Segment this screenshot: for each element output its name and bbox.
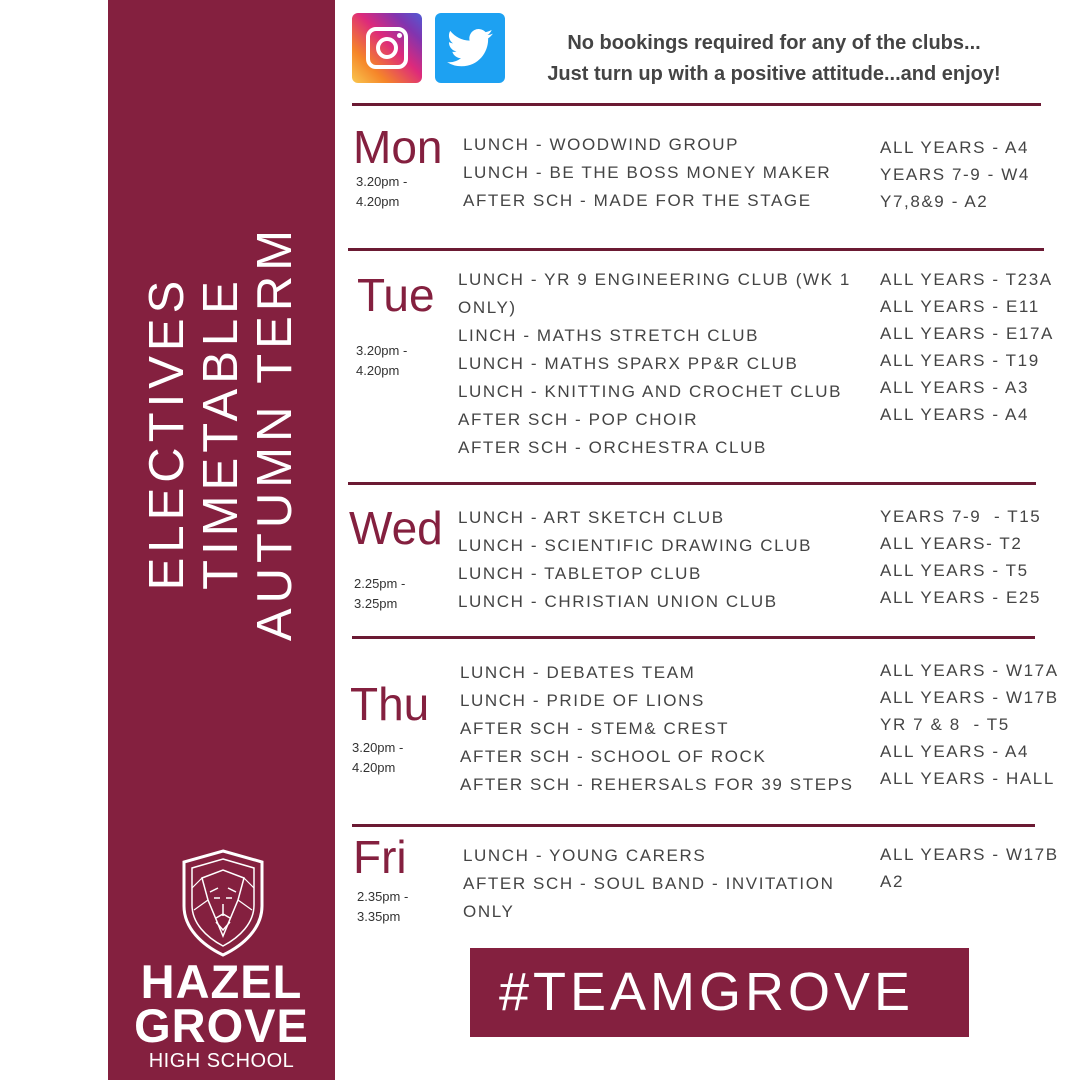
brand-name-hazel: HAZEL: [140, 955, 303, 1008]
room-item: ALL YEARS - E11: [880, 297, 1040, 316]
brand-name-high-school: HIGH SCHOOL: [148, 1050, 295, 1072]
title-line-timetable: TIMETABLE: [194, 276, 248, 590]
day-label-fri: Fri: [353, 831, 407, 883]
room-item: ALL YEARS - T19: [880, 351, 1040, 370]
room-list-thu: [880, 657, 1059, 792]
day-time-wed: 2.25pm - 3.25pm: [354, 576, 406, 611]
activity-item: AFTER SCH - REHERSALS FOR 39 STEPS: [460, 775, 854, 794]
activity-list-tue: [458, 266, 863, 462]
day-label-thu: Thu: [350, 678, 430, 730]
twitter-icon[interactable]: [435, 13, 505, 83]
notice-line-2: Just turn up with a positive attitude...and enjoy!: [547, 63, 1001, 85]
room-item: ALL YEARS - HALL: [880, 769, 1055, 788]
room-list-wed: [880, 503, 1041, 611]
day-time-thu: 3.20pm - 4.20pm: [352, 740, 404, 775]
room-item: YR 7 & 8 - T5: [880, 715, 1010, 734]
activity-item: LUNCH - BE THE BOSS MONEY MAKER: [463, 163, 832, 182]
room-item: ALL YEARS - A4: [880, 405, 1030, 424]
room-item: ALL YEARS - A3: [880, 378, 1030, 397]
divider: [352, 636, 1035, 639]
lion-crest-logo: [178, 848, 268, 958]
activity-item: LUNCH - CHRISTIAN UNION CLUB: [458, 592, 778, 611]
activity-item: LUNCH - SCIENTIFIC DRAWING CLUB: [458, 536, 813, 555]
activity-item: LUNCH - WOODWIND GROUP: [463, 135, 740, 154]
day-label-mon: Mon: [353, 121, 443, 173]
activity-item: LUNCH - ART SKETCH CLUB: [458, 508, 725, 527]
room-item: ALL YEARS - A4: [880, 138, 1030, 157]
room-item: ALL YEARS - E25: [880, 588, 1042, 607]
room-item: A2: [880, 872, 904, 891]
activity-item: AFTER SCH - MADE FOR THE STAGE: [463, 191, 812, 210]
activity-list-fri: [463, 842, 863, 926]
room-item: ALL YEARS - E17A: [880, 324, 1054, 343]
activity-item: AFTER SCH - POP CHOIR: [458, 410, 699, 429]
activity-item: AFTER SCH - STEM& CREST: [460, 719, 730, 738]
activity-item: LUNCH - YR 9 ENGINEERING CLUB (WK 1 ONLY): [458, 270, 851, 317]
activity-item: AFTER SCH - SCHOOL OF ROCK: [460, 747, 767, 766]
notice-text: [512, 28, 1036, 90]
activity-item: LUNCH - MATHS SPARX PP&R CLUB: [458, 354, 799, 373]
divider: [348, 482, 1036, 485]
activity-list-wed: [458, 504, 863, 616]
room-list-fri: [880, 841, 1059, 895]
brand-name-grove: GROVE: [134, 999, 309, 1052]
hashtag-banner: #TEAMGROVE: [470, 948, 969, 1037]
room-item: ALL YEARS - W17B: [880, 845, 1059, 864]
divider: [352, 103, 1041, 106]
activity-item: LINCH - MATHS STRETCH CLUB: [458, 326, 760, 345]
title-line-electives: ELECTIVES: [140, 275, 194, 591]
notice-line-1: No bookings required for any of the clubs...: [567, 32, 981, 54]
activity-item: LUNCH - TABLETOP CLUB: [458, 564, 702, 583]
activity-item: AFTER SCH - ORCHESTRA CLUB: [458, 438, 767, 457]
divider: [352, 824, 1035, 827]
activity-item: LUNCH - KNITTING AND CROCHET CLUB: [458, 382, 843, 401]
divider: [348, 248, 1044, 251]
activity-item: LUNCH - PRIDE OF LIONS: [460, 691, 705, 710]
day-time-mon: 3.20pm - 4.20pm: [356, 174, 408, 209]
room-list-tue: [880, 266, 1054, 428]
room-item: ALL YEARS- T2: [880, 534, 1023, 553]
room-item: ALL YEARS - T23A: [880, 270, 1053, 289]
day-label-wed: Wed: [349, 502, 443, 554]
instagram-icon[interactable]: [352, 13, 422, 83]
room-item: ALL YEARS - A4: [880, 742, 1030, 761]
day-time-fri: 2.35pm - 3.35pm: [357, 889, 409, 924]
room-item: YEARS 7-9 - W4: [880, 165, 1030, 184]
room-item: ALL YEARS - W17A: [880, 661, 1059, 680]
room-item: YEARS 7-9 - T15: [880, 507, 1042, 526]
activity-list-mon: [463, 131, 863, 215]
activity-item: LUNCH - YOUNG CARERS: [463, 846, 707, 865]
day-label-tue: Tue: [357, 269, 435, 321]
room-list-mon: [880, 134, 1030, 215]
title-line-term: AUTUMN TERM: [248, 224, 302, 642]
room-item: ALL YEARS - T5: [880, 561, 1029, 580]
room-item: Y7,8&9 - A2: [880, 192, 989, 211]
activity-item: AFTER SCH - SOUL BAND - INVITATION ONLY: [463, 874, 835, 921]
activity-list-thu: [460, 659, 865, 799]
day-time-tue: 3.20pm - 4.20pm: [356, 343, 408, 378]
room-item: ALL YEARS - W17B: [880, 688, 1059, 707]
activity-item: LUNCH - DEBATES TEAM: [460, 663, 696, 682]
